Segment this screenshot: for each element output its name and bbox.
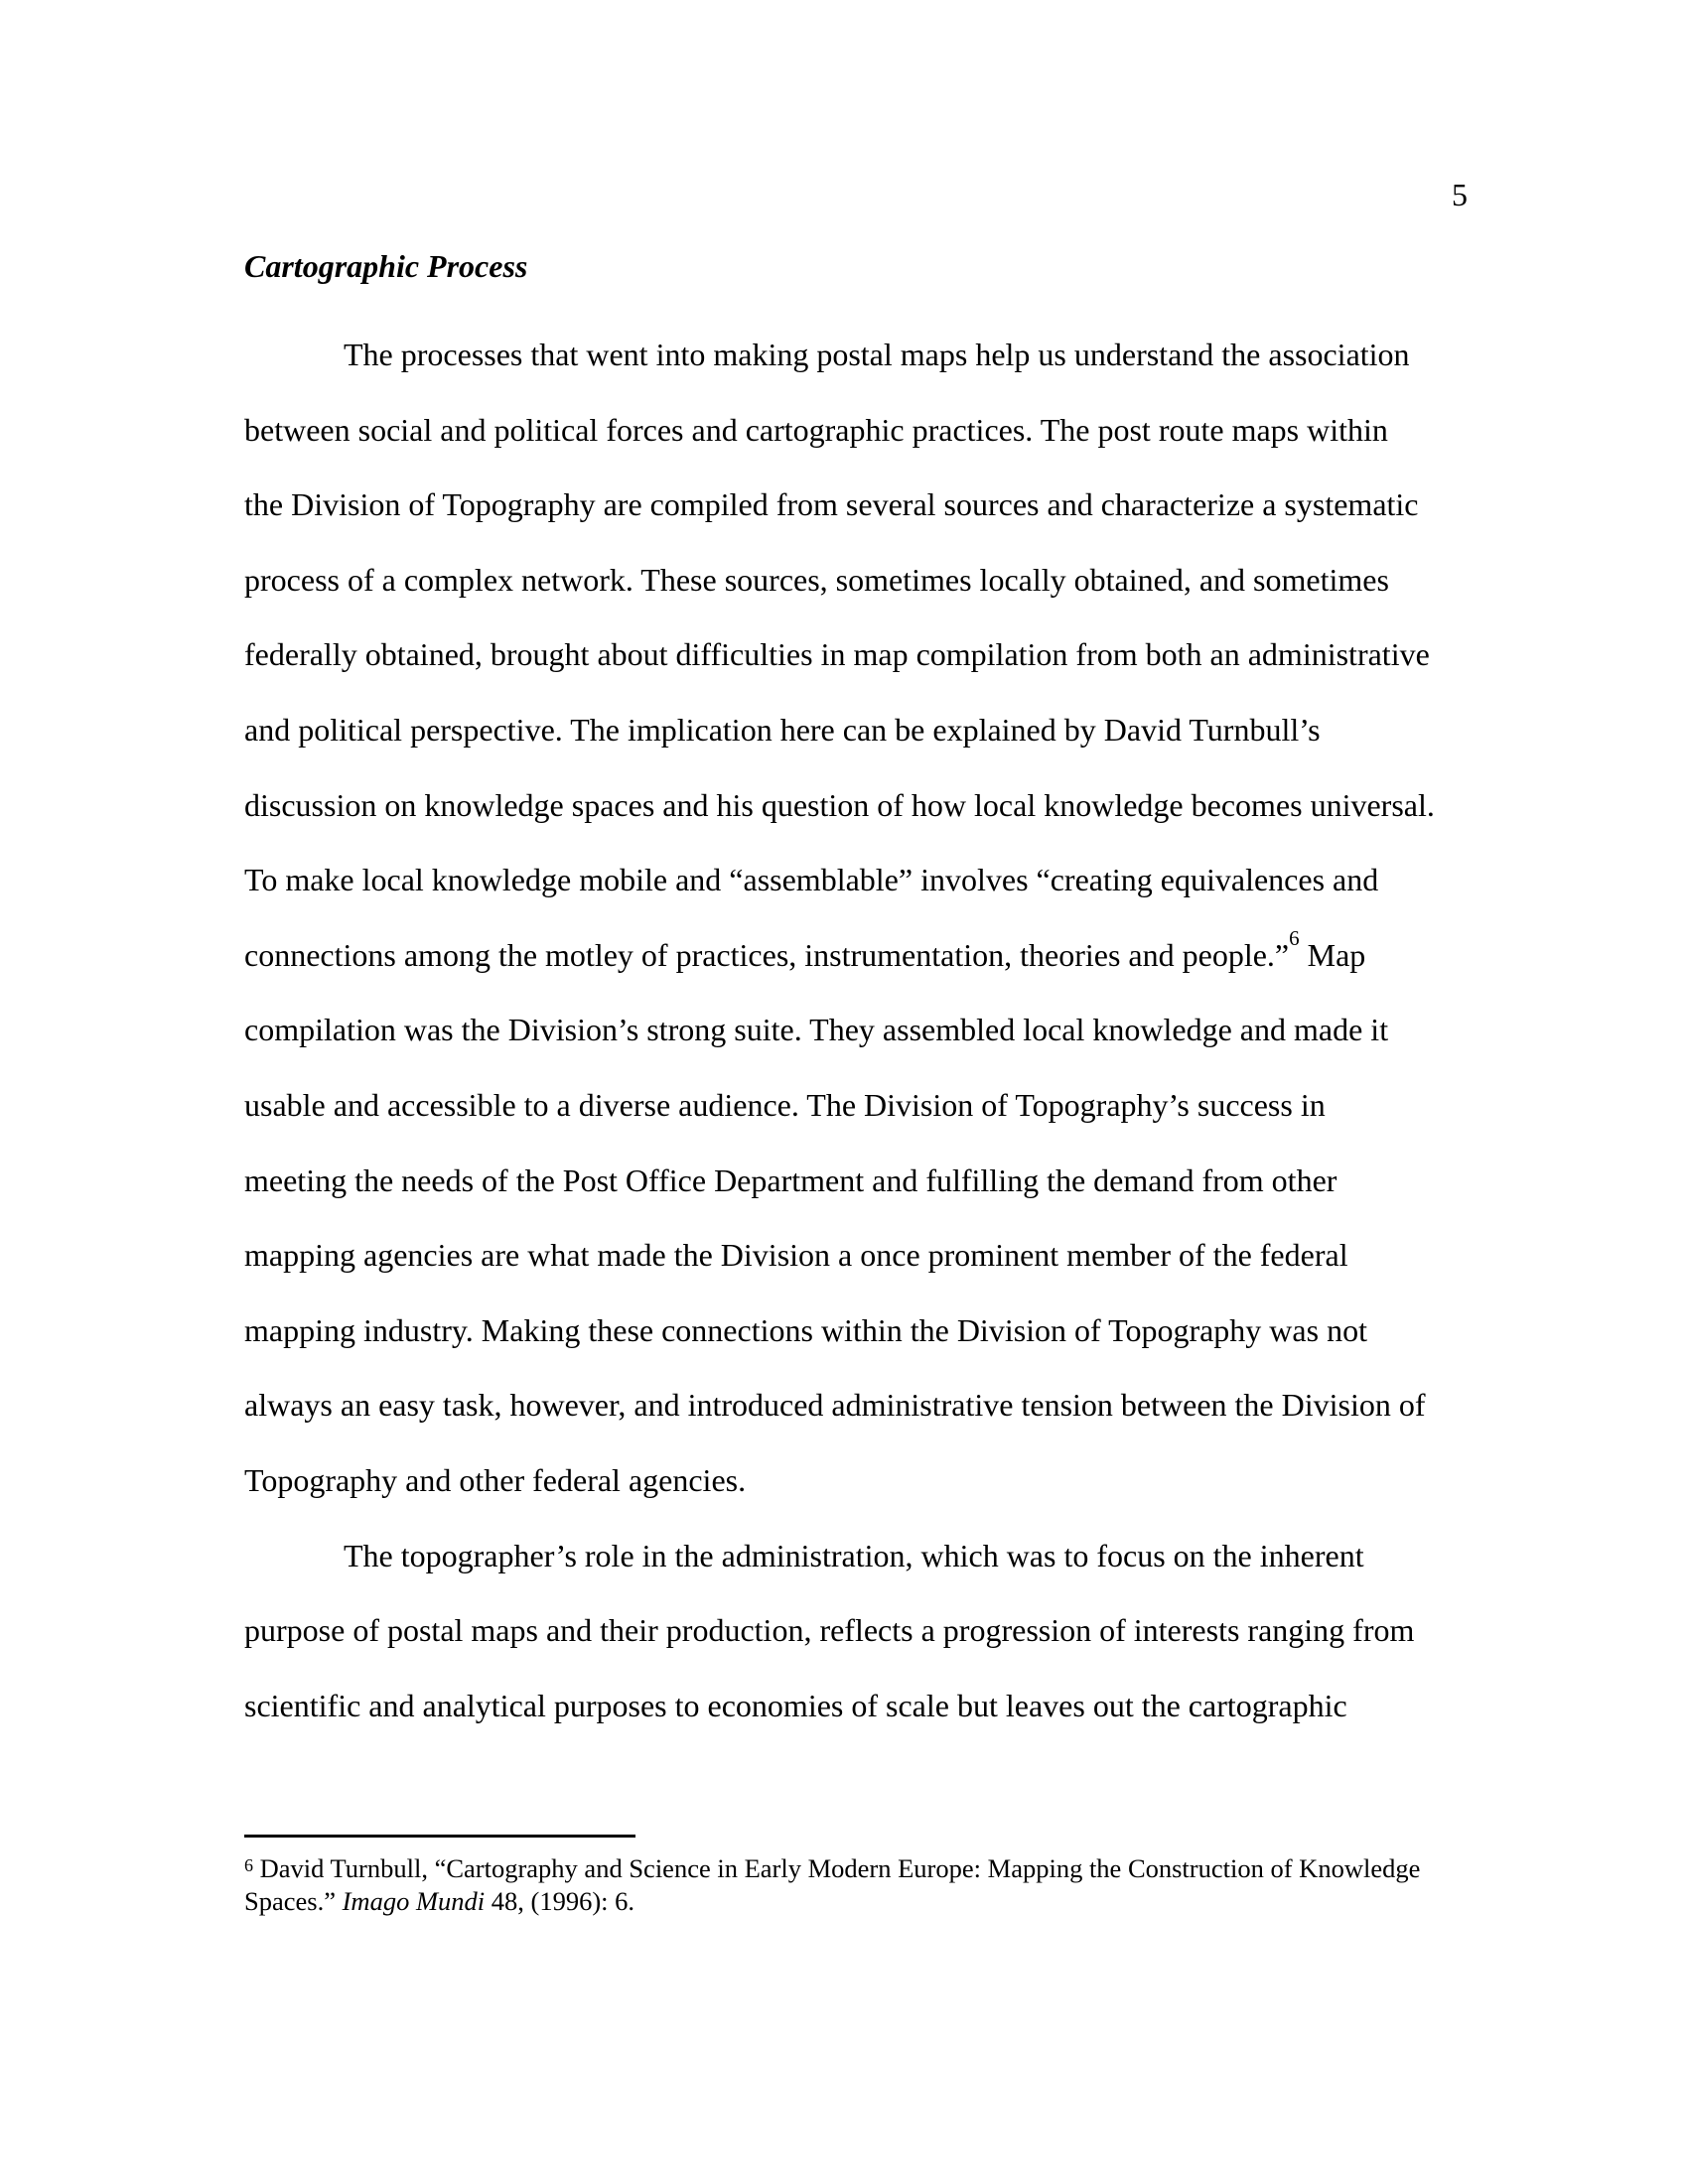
footnote-reference[interactable]: 6: [1289, 925, 1300, 950]
footnote-text: David Turnbull, “Cartography and Science in Early Modern Europe: Mapping the Construction of Knowledge: [253, 1853, 1421, 1883]
paragraph-1-line-4: process of a complex network. These sources, sometimes locally obtained, and sometimes: [244, 561, 1389, 598]
body-text: [244, 318, 1485, 1743]
paragraph-1-line-10: compilation was the Division’s strong suite. They assembled local knowledge and made it: [244, 1012, 1389, 1048]
paragraph-1-line-16: Topography and other federal agencies.: [244, 1461, 747, 1498]
paragraph-1-line-3: the Division of Topography are compiled from several sources and characterize a systematic: [244, 486, 1419, 523]
paragraph-1-line-2: between social and political forces and cartographic practices. The post route maps within: [244, 411, 1388, 448]
footnote-text-2: Spaces.”: [244, 1886, 343, 1916]
paragraph-1-line-5: federally obtained, brought about difficulties in map compilation from both an administrative: [244, 636, 1430, 673]
page-number: 5: [1452, 177, 1468, 212]
paragraph-2-line-2: purpose of postal maps and their production, reflects a progression of interests ranging from: [244, 1612, 1415, 1649]
footnote: [244, 1852, 1485, 1918]
paragraph-1-line-12: meeting the needs of the Post Office Department and fulfilling the demand from other: [244, 1161, 1337, 1198]
paragraph-2-line-1: The topographer’s role in the administration, which was to focus on the inherent: [344, 1537, 1364, 1573]
footnote-line-2: [244, 1885, 1485, 1918]
footnote-marker: 6: [244, 1855, 253, 1875]
paragraph-1-line-1: The processes that went into making postal maps help us understand the association: [344, 337, 1410, 372]
footnote-citation: 48, (1996): 6.: [485, 1886, 635, 1916]
section-heading: Cartographic Process: [244, 248, 528, 284]
paragraph-1-line-6: and political perspective. The implication here can be explained by David Turnbull’s: [244, 711, 1321, 748]
paragraph-1-line-15: always an easy task, however, and introduced administrative tension between the Division of: [244, 1387, 1426, 1424]
paragraph-1-line-13: mapping agencies are what made the Division a once prominent member of the federal: [244, 1237, 1348, 1274]
paragraph-1-line-8: To make local knowledge mobile and “assemblable” involves “creating equivalences and: [244, 862, 1379, 898]
paragraph-1-line-7: discussion on knowledge spaces and his question of how local knowledge becomes universal.: [244, 786, 1435, 823]
paragraph-1-line-9: [244, 918, 1485, 994]
line-9-text-end: Map: [1299, 936, 1366, 973]
journal-title: Imago Mundi: [342, 1886, 486, 1916]
paragraph-1-line-11: usable and accessible to a diverse audience. The Division of Topography’s success in: [244, 1086, 1326, 1123]
line-9-text: connections among the motley of practices, instrumentation, theories and people.”: [244, 936, 1290, 973]
paragraph-2-line-3: scientific and analytical purposes to economies of scale but leaves out the cartographic: [244, 1687, 1347, 1723]
footnote-line-1: [244, 1852, 1485, 1885]
footnote-divider: [244, 1835, 635, 1838]
paragraph-1-line-14: mapping industry. Making these connections within the Division of Topography was not: [244, 1311, 1367, 1348]
